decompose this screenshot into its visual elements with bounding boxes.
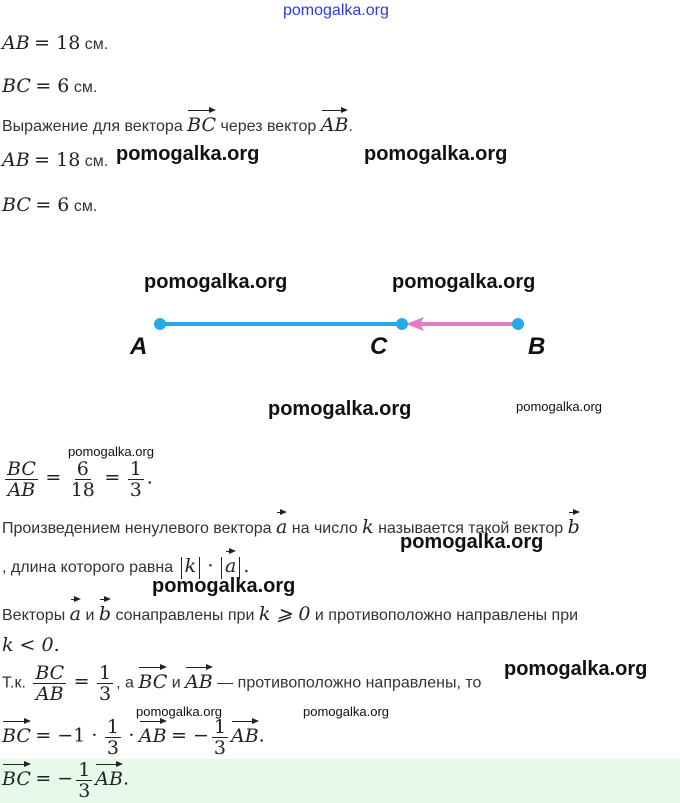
direction-line-2 <box>2 634 60 656</box>
vector-b: b <box>99 597 111 625</box>
since-rest: — противоположно направлены, то <box>217 674 482 692</box>
definition-part-2: на число <box>291 520 358 537</box>
direction-part-2: сонаправлены при <box>115 607 255 624</box>
definition-part-4: , длина которого равна <box>2 559 174 576</box>
definition-part-1: Произведением ненулевого вектора <box>2 520 272 537</box>
label-c: C <box>370 333 388 360</box>
ab-value: 18 <box>56 32 81 54</box>
bc-value: 6 <box>57 194 70 216</box>
unit: см. <box>73 198 98 215</box>
vector-bc: BC <box>187 108 216 136</box>
condition-neg: k < 0. <box>2 634 60 656</box>
ratio-den-2: 18 <box>70 479 95 501</box>
since-line: Т.к. $\frac{BC}{AB}$ = $\frac{1}{3}$ , а BC и AB — противоположно направлены, то <box>2 662 482 705</box>
vector-a: a <box>225 549 236 577</box>
vector-a: a <box>276 510 287 538</box>
direction-part-1: Векторы <box>2 607 66 624</box>
vector-ab: AB <box>231 719 259 747</box>
ratio-den-3: 3 <box>129 479 142 501</box>
point-a <box>154 318 166 330</box>
given-ab-line-2: AB = 18 см. <box>2 149 109 171</box>
ab-symbol: AB <box>2 149 30 171</box>
watermark: pomogalka.org <box>152 575 296 597</box>
ratio-line: $\frac{BC}{AB}$ = $\frac{6}{18}$ = $\frac{1}{3}$ . <box>7 458 153 501</box>
definition-part-3: называется такой вектор <box>378 520 564 537</box>
watermark: pomogalka.org <box>516 399 602 414</box>
vector-bc: BC <box>2 762 31 790</box>
bc-symbol: BC <box>2 75 31 97</box>
vector-a: a <box>70 597 81 625</box>
watermark: pomogalka.org <box>136 704 222 719</box>
condition-nonneg: k ⩾ 0 <box>258 603 311 625</box>
direction-line-1 <box>2 597 578 625</box>
unit: см. <box>84 36 109 53</box>
ratio-num-3: 1 <box>129 458 142 480</box>
point-b <box>512 318 524 330</box>
watermark: pomogalka.org <box>392 271 536 293</box>
watermark: pomogalka.org <box>303 704 389 719</box>
point-c <box>396 318 408 330</box>
definition-line-2: , длина которого равна k · a . <box>2 549 249 579</box>
label-b: B <box>528 333 546 360</box>
unit: см. <box>73 79 98 96</box>
ratio-num-1: BC <box>7 458 36 480</box>
since-tk: Т.к. <box>2 674 26 692</box>
since-and: и <box>171 674 181 692</box>
ratio-den-1: AB <box>7 479 36 501</box>
bc-symbol: BC <box>2 194 31 216</box>
ab-symbol: AB <box>2 32 30 54</box>
watermark: pomogalka.org <box>364 143 508 165</box>
var-k: k <box>362 516 374 538</box>
vector-ab: AB <box>321 108 349 136</box>
watermark: pomogalka.org <box>144 271 288 293</box>
answer-eq: = − <box>35 767 74 790</box>
segment-diagram <box>120 300 560 370</box>
vector-ab: AB <box>139 719 167 747</box>
vector-b: b <box>568 510 580 538</box>
var-k: k <box>184 555 197 577</box>
label-a: A <box>130 333 148 360</box>
direction-part-3: и противоположно направлены при <box>314 607 579 624</box>
vector-bc: BC <box>2 719 31 747</box>
ratio-num-2: 6 <box>76 458 89 480</box>
given-bc-line: BC = 6 см. <box>2 75 98 97</box>
unit: см. <box>84 153 109 170</box>
vector-ab: AB <box>95 762 123 790</box>
given-bc-line-2: BC = 6 см. <box>2 194 98 216</box>
vector-ab: AB <box>185 665 213 693</box>
calc-eq-2: = − <box>171 724 209 747</box>
calc-eq: = −1 · <box>35 724 98 747</box>
watermark: pomogalka.org <box>268 398 412 420</box>
task-line: Выражение для вектора BC через вектор AB. <box>2 108 353 136</box>
watermark: pomogalka.org <box>504 658 648 680</box>
direction-and: и <box>85 607 95 624</box>
since-comma-a: , а <box>116 674 134 692</box>
watermark: pomogalka.org <box>116 143 260 165</box>
task-text-1: Выражение для вектора <box>2 118 183 135</box>
watermark-top: pomogalka.org <box>283 2 389 19</box>
ab-value: 18 <box>56 149 81 171</box>
calc-line: BC = −1 · $\frac{1}{3}$ · AB = − $\frac{1}{3}$ AB. <box>2 716 265 759</box>
task-text-2: через вектор <box>220 118 317 135</box>
answer-line: BC = − $\frac{1}{3}$ AB. <box>2 759 130 802</box>
watermark: pomogalka.org <box>400 531 544 553</box>
given-ab-line: AB = 18 см. <box>2 32 109 54</box>
watermark: pomogalka.org <box>68 444 154 459</box>
vector-bc: BC <box>138 665 167 693</box>
bc-value: 6 <box>57 75 70 97</box>
